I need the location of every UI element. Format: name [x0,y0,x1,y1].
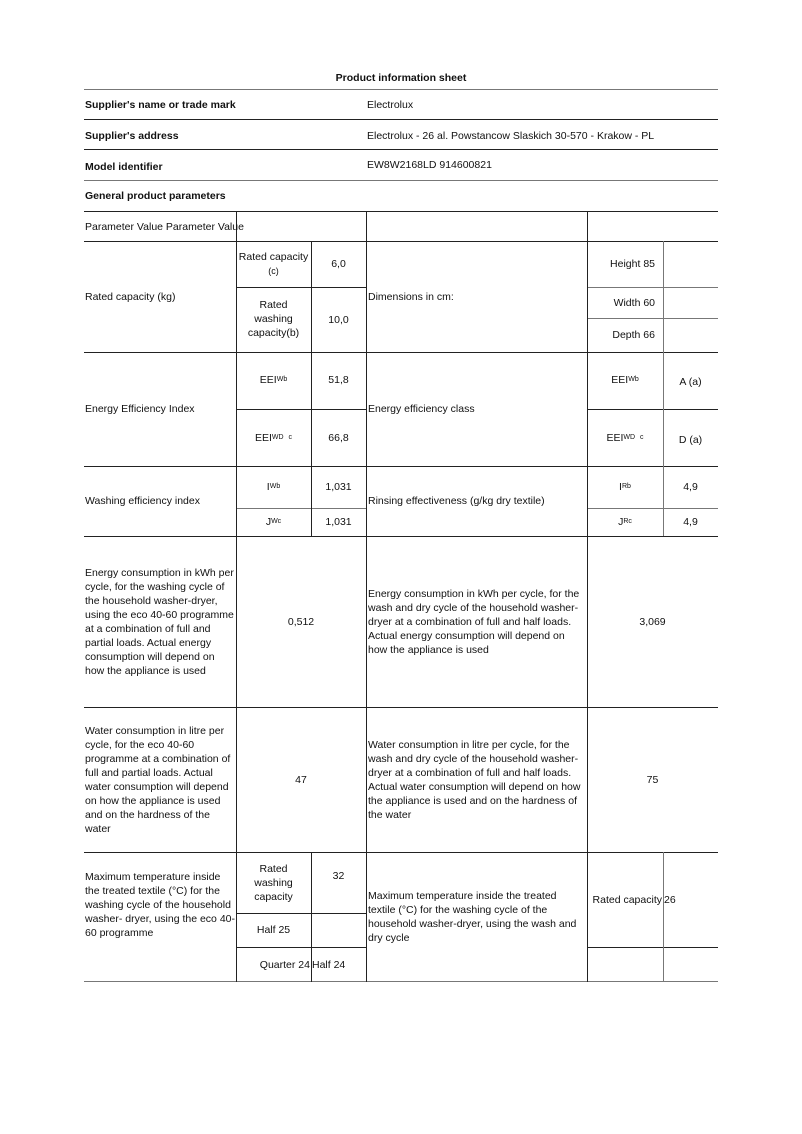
dimensions-label: Dimensions in cm: [368,290,454,303]
eei-w-value: 51,8 [328,374,349,386]
subscript: WD [623,434,636,441]
washing-index-label: Washing efficiency index [85,495,200,507]
supplier-name-label: Supplier's name or trade mark [85,99,236,111]
superscript: c [277,518,282,525]
eei-wd-value: 66,8 [328,432,349,444]
label-line: washing [254,877,293,889]
energy-class-wd-value: D (a) [678,434,703,446]
water-consumption-wash-label: Water consumption in litre per cycle, for the eco 40-60 programme at a combination of full and partial loads. Actual water consumption will depend on how the appliance is used and on the hardness of the water [85,724,231,835]
max-temp-rated-value: 32 [332,870,345,882]
water-consumption-wash-value: 47 [295,773,307,786]
label-line: Rated [259,863,288,875]
rated-capacity-text: Rated capacity [238,251,309,263]
dimension-width: Width 60 [613,296,655,309]
washing-index-i2-label [236,508,311,536]
eei-text: EEI [606,432,624,444]
eei-text: EEI [254,432,272,444]
eei-text: EEI [611,374,629,386]
rated-capacity-sub1-value: 6,0 [331,258,346,270]
subscript: W [269,483,277,490]
energy-consumption-wash-value: 0,512 [287,615,315,628]
max-temp-quarter: Quarter 24 [259,958,310,971]
energy-consumption-wash-label: Energy consumption in kWh per cycle, for the washing cycle of the household washer-dryer, using the eco 40-60 programme at a combination of full and partial loads. Actual energy consumption will depend on how the appliance is used [85,566,234,677]
table-header: Parameter Value Parameter Value [85,221,244,233]
table-rule [587,947,718,948]
model-identifier-value: EW8W2168LD 914600821 [367,159,492,171]
subscript: W [628,376,635,383]
superscript: b [634,376,639,383]
rated-washing-capacity-value: 10,0 [328,313,349,326]
model-identifier-label: Model identifier [85,161,163,173]
superscript: b [283,376,288,383]
rinsing-i1-value: 4,9 [683,481,698,493]
table-rule [366,211,367,982]
divider [84,119,718,120]
energy-class-w-label [587,360,663,400]
superscript: b [627,483,631,490]
superscript: c [288,434,293,441]
dimension-height: Height 85 [610,258,655,270]
table-rule [587,409,718,410]
energy-class-wd-label [587,418,663,458]
max-temp-half: Half 25 [256,924,291,936]
superscript: b [276,483,281,490]
rated-capacity-sub1-label [236,248,311,280]
eei-label: Energy Efficiency Index [85,403,195,415]
dimension-depth: Depth 66 [612,329,655,341]
subscript: WD [271,434,284,441]
energy-consumption-washdry-value: 3,069 [639,615,666,628]
rinsing-label: Rinsing effectiveness (g/kg dry textile) [368,495,545,507]
eei-text: EEI [259,374,277,386]
subscript: R [621,483,628,490]
water-consumption-washdry-label: Water consumption in litre per cycle, for the wash and dry cycle of the household washer-dryer at a combination of full and half loads. Actual water consumption will depend on how the appliance is used and on the hardness of the water [368,738,581,821]
max-temp-washdry-rated-label: Rated capacity [592,893,662,906]
superscript: c [640,434,644,441]
supplier-name-value: Electrolux [367,99,414,111]
max-temp-wash-label: Maximum temperature inside the treated textile (°C) for the washing cycle of the household washer- dryer, using the eco 40-60 programme [85,871,235,939]
label-line: capacity(b) [247,327,300,339]
eei-w-label [236,360,311,400]
footnote-c: (c) [268,266,279,276]
washing-index-i1-value: 1,031 [325,481,352,493]
label-line: capacity [254,891,293,903]
rinsing-i2-label [587,508,663,536]
water-consumption-washdry-value: 75 [646,773,659,786]
label-line: washing [254,313,293,325]
washing-index-i2-value: 1,031 [325,516,352,528]
eei-wd-label [236,418,311,458]
divider [84,211,718,212]
subscript: W [271,518,278,525]
index-text: I [266,481,270,493]
supplier-address-value: Electrolux - 26 al. Powstancow Slaskich 30-570 - Krakow - PL [367,130,655,142]
rinsing-i1-label [587,472,663,502]
subscript: W [276,376,284,383]
washing-index-i1-label [236,472,311,502]
index-text: J [618,516,624,528]
superscript: c [628,518,632,525]
divider [84,180,718,181]
energy-class-label: Energy efficiency class [368,403,475,415]
max-temp-washdry-label: Maximum temperature inside the treated textile (°C) for the washing cycle of the household washer-dryer, using the wash and dry cycle [368,890,577,944]
index-text: I [619,481,622,493]
energy-consumption-washdry-label: Energy consumption in kWh per cycle, for the wash and dry cycle of the household washer-dryer at a combination of full and half loads. Actual energy consumption will depend on how the appliance is used [368,587,580,656]
general-parameters-heading: General product parameters [85,190,226,202]
max-temp-washdry-rated-value: 26 [664,893,676,906]
energy-class-w-value: A (a) [679,376,702,388]
max-temp-half-2: Half 24 [312,958,346,971]
max-temp-rated-label [236,860,311,906]
index-text: J [265,516,272,528]
divider [84,149,718,150]
divider [84,89,718,90]
table-rule [236,409,366,410]
rated-washing-capacity-label [236,292,311,346]
rinsing-i2-value: 4,9 [683,516,698,528]
rated-capacity-label: Rated capacity (kg) [85,290,176,303]
subscript: R [623,518,629,525]
label-line: Rated [259,299,288,311]
page-title: Product information sheet [335,72,467,84]
supplier-address-label: Supplier's address [85,130,179,142]
